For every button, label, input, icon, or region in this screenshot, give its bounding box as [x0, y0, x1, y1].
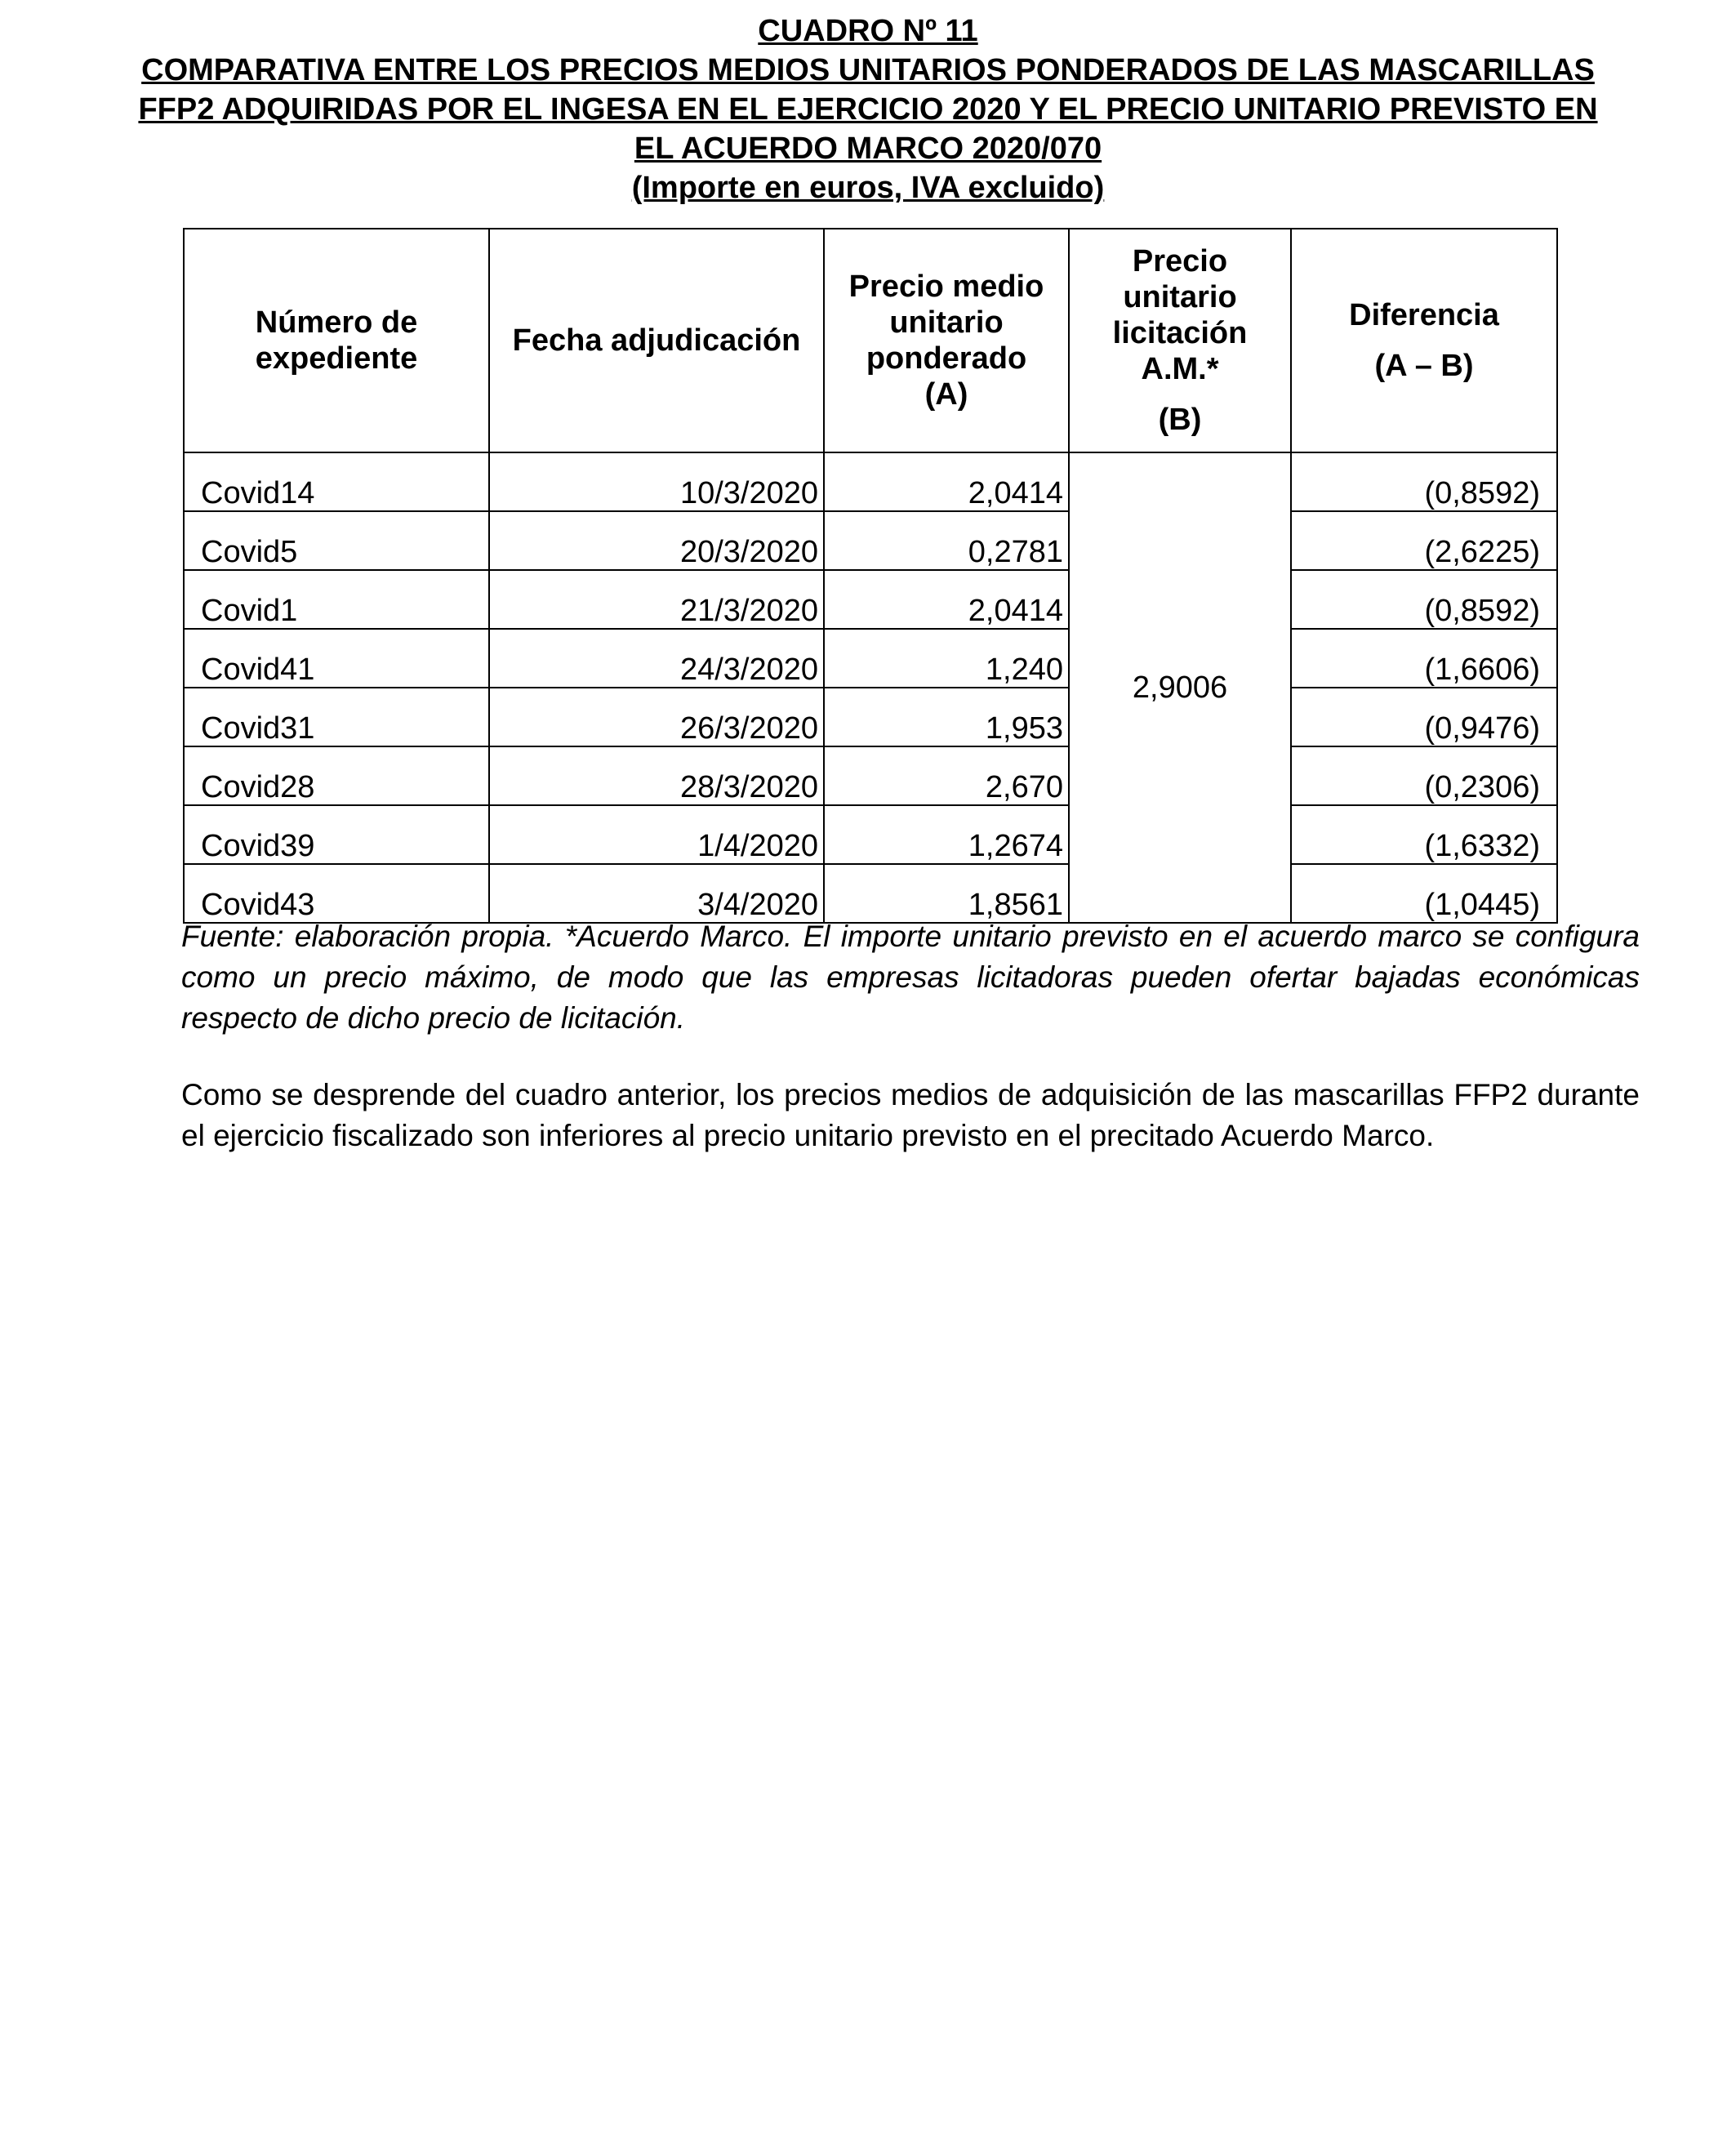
- cell-expediente: Covid28: [184, 746, 489, 805]
- header-diferencia-line-1: Diferencia: [1349, 298, 1499, 332]
- table-header-row: [184, 229, 1557, 452]
- header-precio-medio-line-4: (A): [924, 377, 968, 412]
- header-fecha-label: Fecha adjudicación: [512, 323, 801, 358]
- header-precio-licitacion: [1069, 229, 1291, 452]
- cell-precio: 2,0414: [824, 570, 1069, 629]
- caption-title-line-2: FFP2 ADQUIRIDAS POR EL INGESA EN EL EJERCICIO 2020 Y EL PRECIO UNITARIO PREVISTO EN: [138, 92, 1598, 127]
- header-licitacion-line-2: unitario: [1123, 280, 1237, 314]
- cell-diferencia: (1,0445): [1291, 864, 1557, 923]
- header-licitacion-gap: [1070, 387, 1290, 402]
- cell-precio: 1,2674: [824, 805, 1069, 864]
- cell-fecha: 28/3/2020: [489, 746, 824, 805]
- table-row: [184, 570, 1557, 629]
- cell-expediente: Covid14: [184, 452, 489, 511]
- cell-precio: 2,670: [824, 746, 1069, 805]
- header-precio-medio-line-3: ponderado: [866, 341, 1027, 376]
- table-source-note: Fuente: elaboración propia. *Acuerdo Marco. El importe unitario previsto en el acuerdo marco se configura como un precio máximo, de modo que las empresas licitadoras pueden ofertar bajadas económicas respecto de dicho precio de licitación.: [181, 920, 1640, 1035]
- cell-expediente: Covid43: [184, 864, 489, 923]
- price-comparison-table: [183, 228, 1558, 924]
- header-fecha: [489, 229, 824, 452]
- cell-diferencia: (0,9476): [1291, 688, 1557, 746]
- table-row: [184, 511, 1557, 570]
- header-diferencia: [1291, 229, 1557, 452]
- header-precio-medio-line-1: Precio medio: [848, 269, 1044, 304]
- caption-title-line-3: EL ACUERDO MARCO 2020/070: [634, 131, 1102, 166]
- cell-fecha: 1/4/2020: [489, 805, 824, 864]
- cell-precio-licitacion: 2,9006: [1069, 452, 1291, 923]
- cell-diferencia: (1,6332): [1291, 805, 1557, 864]
- cell-precio: 1,240: [824, 629, 1069, 688]
- cell-fecha: 26/3/2020: [489, 688, 824, 746]
- cell-expediente: Covid1: [184, 570, 489, 629]
- table-row: [184, 746, 1557, 805]
- header-precio-medio-line-2: unitario: [889, 305, 1004, 340]
- table-row: [184, 805, 1557, 864]
- cell-diferencia: (0,8592): [1291, 452, 1557, 511]
- header-precio-medio: [824, 229, 1069, 452]
- cell-precio: 2,0414: [824, 452, 1069, 511]
- table-row: [184, 629, 1557, 688]
- cell-diferencia: (2,6225): [1291, 511, 1557, 570]
- caption-units: (Importe en euros, IVA excluido): [631, 171, 1105, 205]
- cell-expediente: Covid5: [184, 511, 489, 570]
- cell-fecha: 10/3/2020: [489, 452, 824, 511]
- caption-title-line-1: COMPARATIVA ENTRE LOS PRECIOS MEDIOS UNITARIOS PONDERADOS DE LAS MASCARILLAS: [141, 53, 1595, 87]
- cell-fecha: 20/3/2020: [489, 511, 824, 570]
- cell-precio: 0,2781: [824, 511, 1069, 570]
- table-caption: [82, 11, 1654, 207]
- cell-fecha: 24/3/2020: [489, 629, 824, 688]
- header-licitacion-line-5: (B): [1158, 403, 1202, 437]
- cell-expediente: Covid31: [184, 688, 489, 746]
- cell-expediente: Covid39: [184, 805, 489, 864]
- body-paragraph: Como se desprende del cuadro anterior, los precios medios de adquisición de las mascarillas FFP2 durante el ejercicio fiscalizado son inferiores al precio unitario previsto en el precitado Acuerdo Marco.: [181, 1078, 1640, 1152]
- cell-diferencia: (1,6606): [1291, 629, 1557, 688]
- header-licitacion-line-1: Precio: [1132, 244, 1228, 278]
- cell-expediente: Covid41: [184, 629, 489, 688]
- header-diferencia-gap: [1292, 333, 1556, 348]
- header-expediente-line-1: Número de: [255, 305, 418, 340]
- header-licitacion-line-4: A.M.*: [1141, 352, 1219, 386]
- cell-fecha: 21/3/2020: [489, 570, 824, 629]
- table-row: [184, 688, 1557, 746]
- cell-diferencia: (0,8592): [1291, 570, 1557, 629]
- header-licitacion-line-3: licitación: [1112, 316, 1248, 350]
- caption-number: CUADRO Nº 11: [758, 14, 978, 48]
- header-expediente-line-2: expediente: [255, 341, 418, 376]
- cell-fecha: 3/4/2020: [489, 864, 824, 923]
- header-diferencia-line-2: (A – B): [1374, 349, 1474, 383]
- table-row: [184, 864, 1557, 923]
- cell-precio: 1,8561: [824, 864, 1069, 923]
- table-row: [184, 452, 1557, 511]
- cell-precio: 1,953: [824, 688, 1069, 746]
- cell-diferencia: (0,2306): [1291, 746, 1557, 805]
- header-expediente: [184, 229, 489, 452]
